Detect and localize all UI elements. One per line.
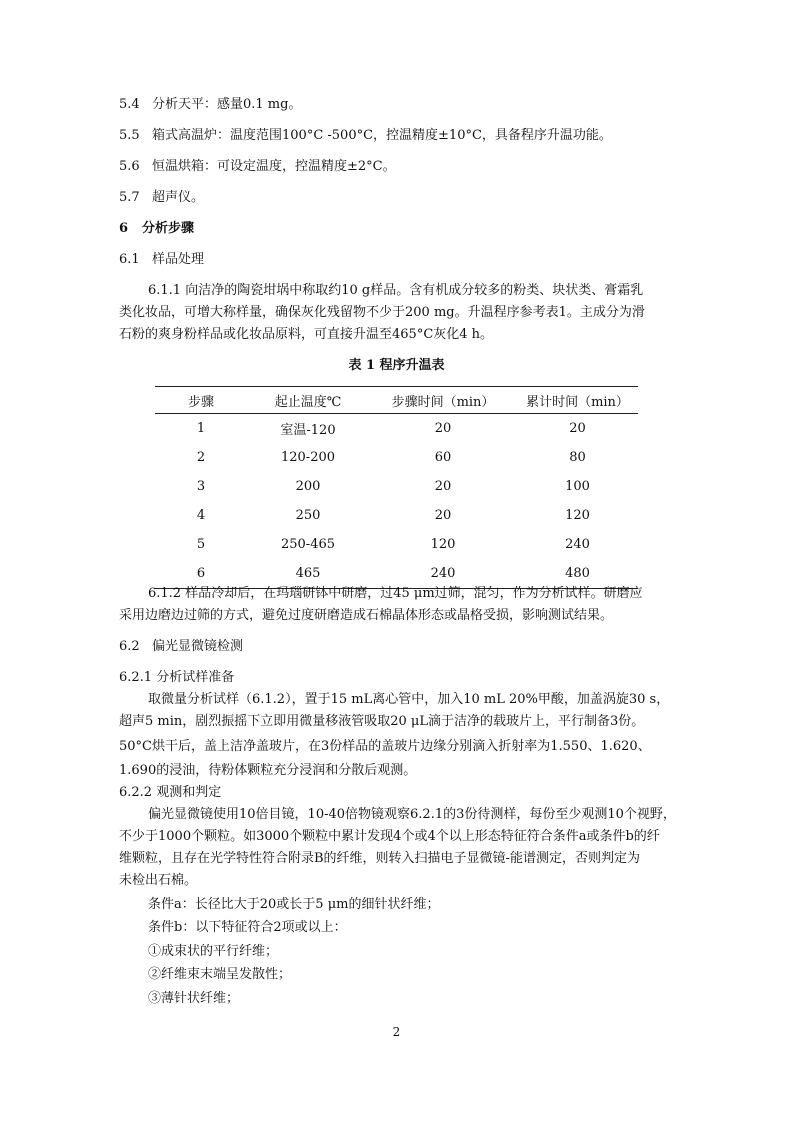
- section-number: 5.6: [119, 159, 140, 174]
- list-item: ②纤维束末端呈发散性；: [148, 967, 292, 982]
- paragraph-6-2-1-line-4: 1.690的浸油，待粉体颗粒充分浸润和分散后观测。: [119, 763, 417, 778]
- section-5-5: [119, 127, 612, 145]
- paragraph-6-1-2-line-1: 6.1.2 样品冷却后，在玛瑙研钵中研磨，过45 μm过筛，混匀，作为分析试样。研磨应: [148, 586, 643, 601]
- section-6-2-1-heading: 6.2.1 分析试样准备: [119, 670, 235, 685]
- section-6-2-2-heading: 6.2.2 观测和判定: [119, 785, 222, 800]
- paragraph-6-1-1-line-2: 类化妆品，可增大称样量，确保灰化残留物不少于200 mg。升温程序参考表1。主成分为滑: [119, 305, 645, 320]
- table-cell: 20: [569, 421, 586, 436]
- section-text: 箱式高温炉：温度范围100°C -500°C，控温精度±10°C，具备程序升温功能。: [152, 128, 612, 143]
- paragraph-6-1-1-line-1: 6.1.1 向洁净的陶瓷坩埚中称取约10 g样品。含有机成分较多的粉类、块状类、膏霜乳: [148, 283, 644, 298]
- table-title: 表 1 程序升温表: [348, 358, 445, 373]
- table-row: [155, 501, 638, 530]
- paragraph-6-2-2-line-4: 未检出石棉。: [119, 873, 198, 888]
- section-number: 5.4: [119, 97, 140, 112]
- paragraph-6-2-1-line-3: 50°C烘干后，盖上洁净盖玻片，在3份样品的盖玻片边缘分别滴入折射率为1.550、1.620、: [119, 739, 651, 754]
- paragraph-6-2-1-line-2: 超声5 min，剧烈振摇下立即用微量移液管吸取20 μL滴于洁净的载玻片上，平行制备3份。: [119, 714, 645, 729]
- table-row: [155, 414, 638, 444]
- paragraph-6-2-1-line-1: 取微量分析试样（6.1.2），置于15 mL离心管中，加入10 mL 20%甲酸，加盖涡旋30 s，: [148, 692, 670, 707]
- table-row: [155, 530, 638, 559]
- condition-b: 条件b：以下特征符合2项或以上：: [148, 920, 347, 935]
- section-6-heading: [119, 220, 194, 238]
- section-text: 分析步骤: [142, 221, 195, 236]
- table-cell: 20: [434, 479, 452, 494]
- column-header: 步骤时间（min）: [369, 387, 517, 414]
- table-cell: 60: [434, 450, 452, 465]
- paragraph-6-1-2-line-2: 采用边磨边过筛的方式，避免过度研磨造成石棉晶体形态或晶格受损，影响测试结果。: [119, 608, 614, 623]
- paragraph-6-2-2-line-2: 不少于1000个颗粒。如3000个颗粒中累计发现4个或4个以上形态特征符合条件a或条件b的纤: [119, 829, 660, 844]
- paragraph-6-2-2-line-1: 偏光显微镜使用10倍目镜，10-40倍物镜观察6.2.1的3份待测样，每份至少观测10个视野，: [148, 807, 676, 822]
- table-cell: 3: [196, 479, 206, 494]
- section-text: 样品处理: [152, 252, 205, 267]
- table-cell: 240: [565, 537, 590, 552]
- table-header-row: [155, 387, 638, 414]
- section-5-4: [119, 96, 301, 114]
- list-item: ③薄针状纤维；: [148, 991, 240, 1006]
- section-number: 6.2: [119, 639, 140, 654]
- table-cell: 250: [295, 508, 321, 523]
- table-cell: 5: [196, 537, 206, 552]
- table-cell: 20: [434, 421, 452, 436]
- table-cell: 20: [434, 508, 452, 523]
- section-number: 6: [119, 221, 129, 236]
- section-6-2-heading: [119, 638, 243, 656]
- list-item: ①成束状的平行纤维；: [148, 944, 279, 959]
- table-cell: 200: [295, 479, 321, 494]
- paragraph-6-1-1-line-3: 石粉的爽身粉样品或化妆品原料，可直接升温至465°C灰化4 h。: [119, 327, 494, 342]
- column-header: 累计时间（min）: [517, 387, 638, 414]
- section-5-7: [119, 189, 204, 207]
- section-text: 超声仪。: [152, 190, 205, 205]
- table-cell: 465: [247, 559, 369, 589]
- column-header: 起止温度℃: [247, 387, 369, 414]
- table-cell: 室温-120: [280, 423, 336, 438]
- table-cell: 1: [196, 421, 206, 436]
- section-number: 6.1: [119, 252, 140, 267]
- table-cell: 240: [369, 559, 517, 589]
- section-text: 偏光显微镜检测: [152, 639, 244, 654]
- table-cell: 6: [155, 559, 247, 589]
- table-row: [155, 472, 638, 501]
- section-number: 5.7: [119, 190, 140, 205]
- table-cell: 2: [196, 450, 206, 465]
- table-cell: 480: [517, 559, 638, 589]
- table-cell: 120: [565, 508, 590, 523]
- table-row: [155, 443, 638, 472]
- paragraph-6-2-2-line-3: 维颗粒，且存在光学特性符合附录B的纤维，则转入扫描电子显微镜-能谱测定，否则判定为: [119, 851, 640, 866]
- table-cell: 80: [569, 450, 586, 465]
- table-cell: 120-200: [280, 450, 336, 465]
- condition-a: 条件a：长径比大于20或长于5 μm的细针状纤维；: [148, 897, 440, 912]
- table-cell: 250-465: [280, 537, 336, 552]
- table-cell: 100: [565, 479, 590, 494]
- table-cell: 120: [430, 537, 456, 552]
- section-text: 分析天平：感量0.1 mg。: [152, 97, 302, 112]
- page-number: 2: [392, 1025, 401, 1039]
- section-text: 恒温烘箱：可设定温度，控温精度±2°C。: [152, 159, 396, 174]
- section-6-1-heading: [119, 251, 204, 269]
- column-header: 步骤: [155, 387, 247, 414]
- section-5-6: [119, 158, 396, 176]
- table-cell: 4: [196, 508, 206, 523]
- temperature-program-table: [155, 386, 638, 589]
- section-number: 5.5: [119, 128, 140, 143]
